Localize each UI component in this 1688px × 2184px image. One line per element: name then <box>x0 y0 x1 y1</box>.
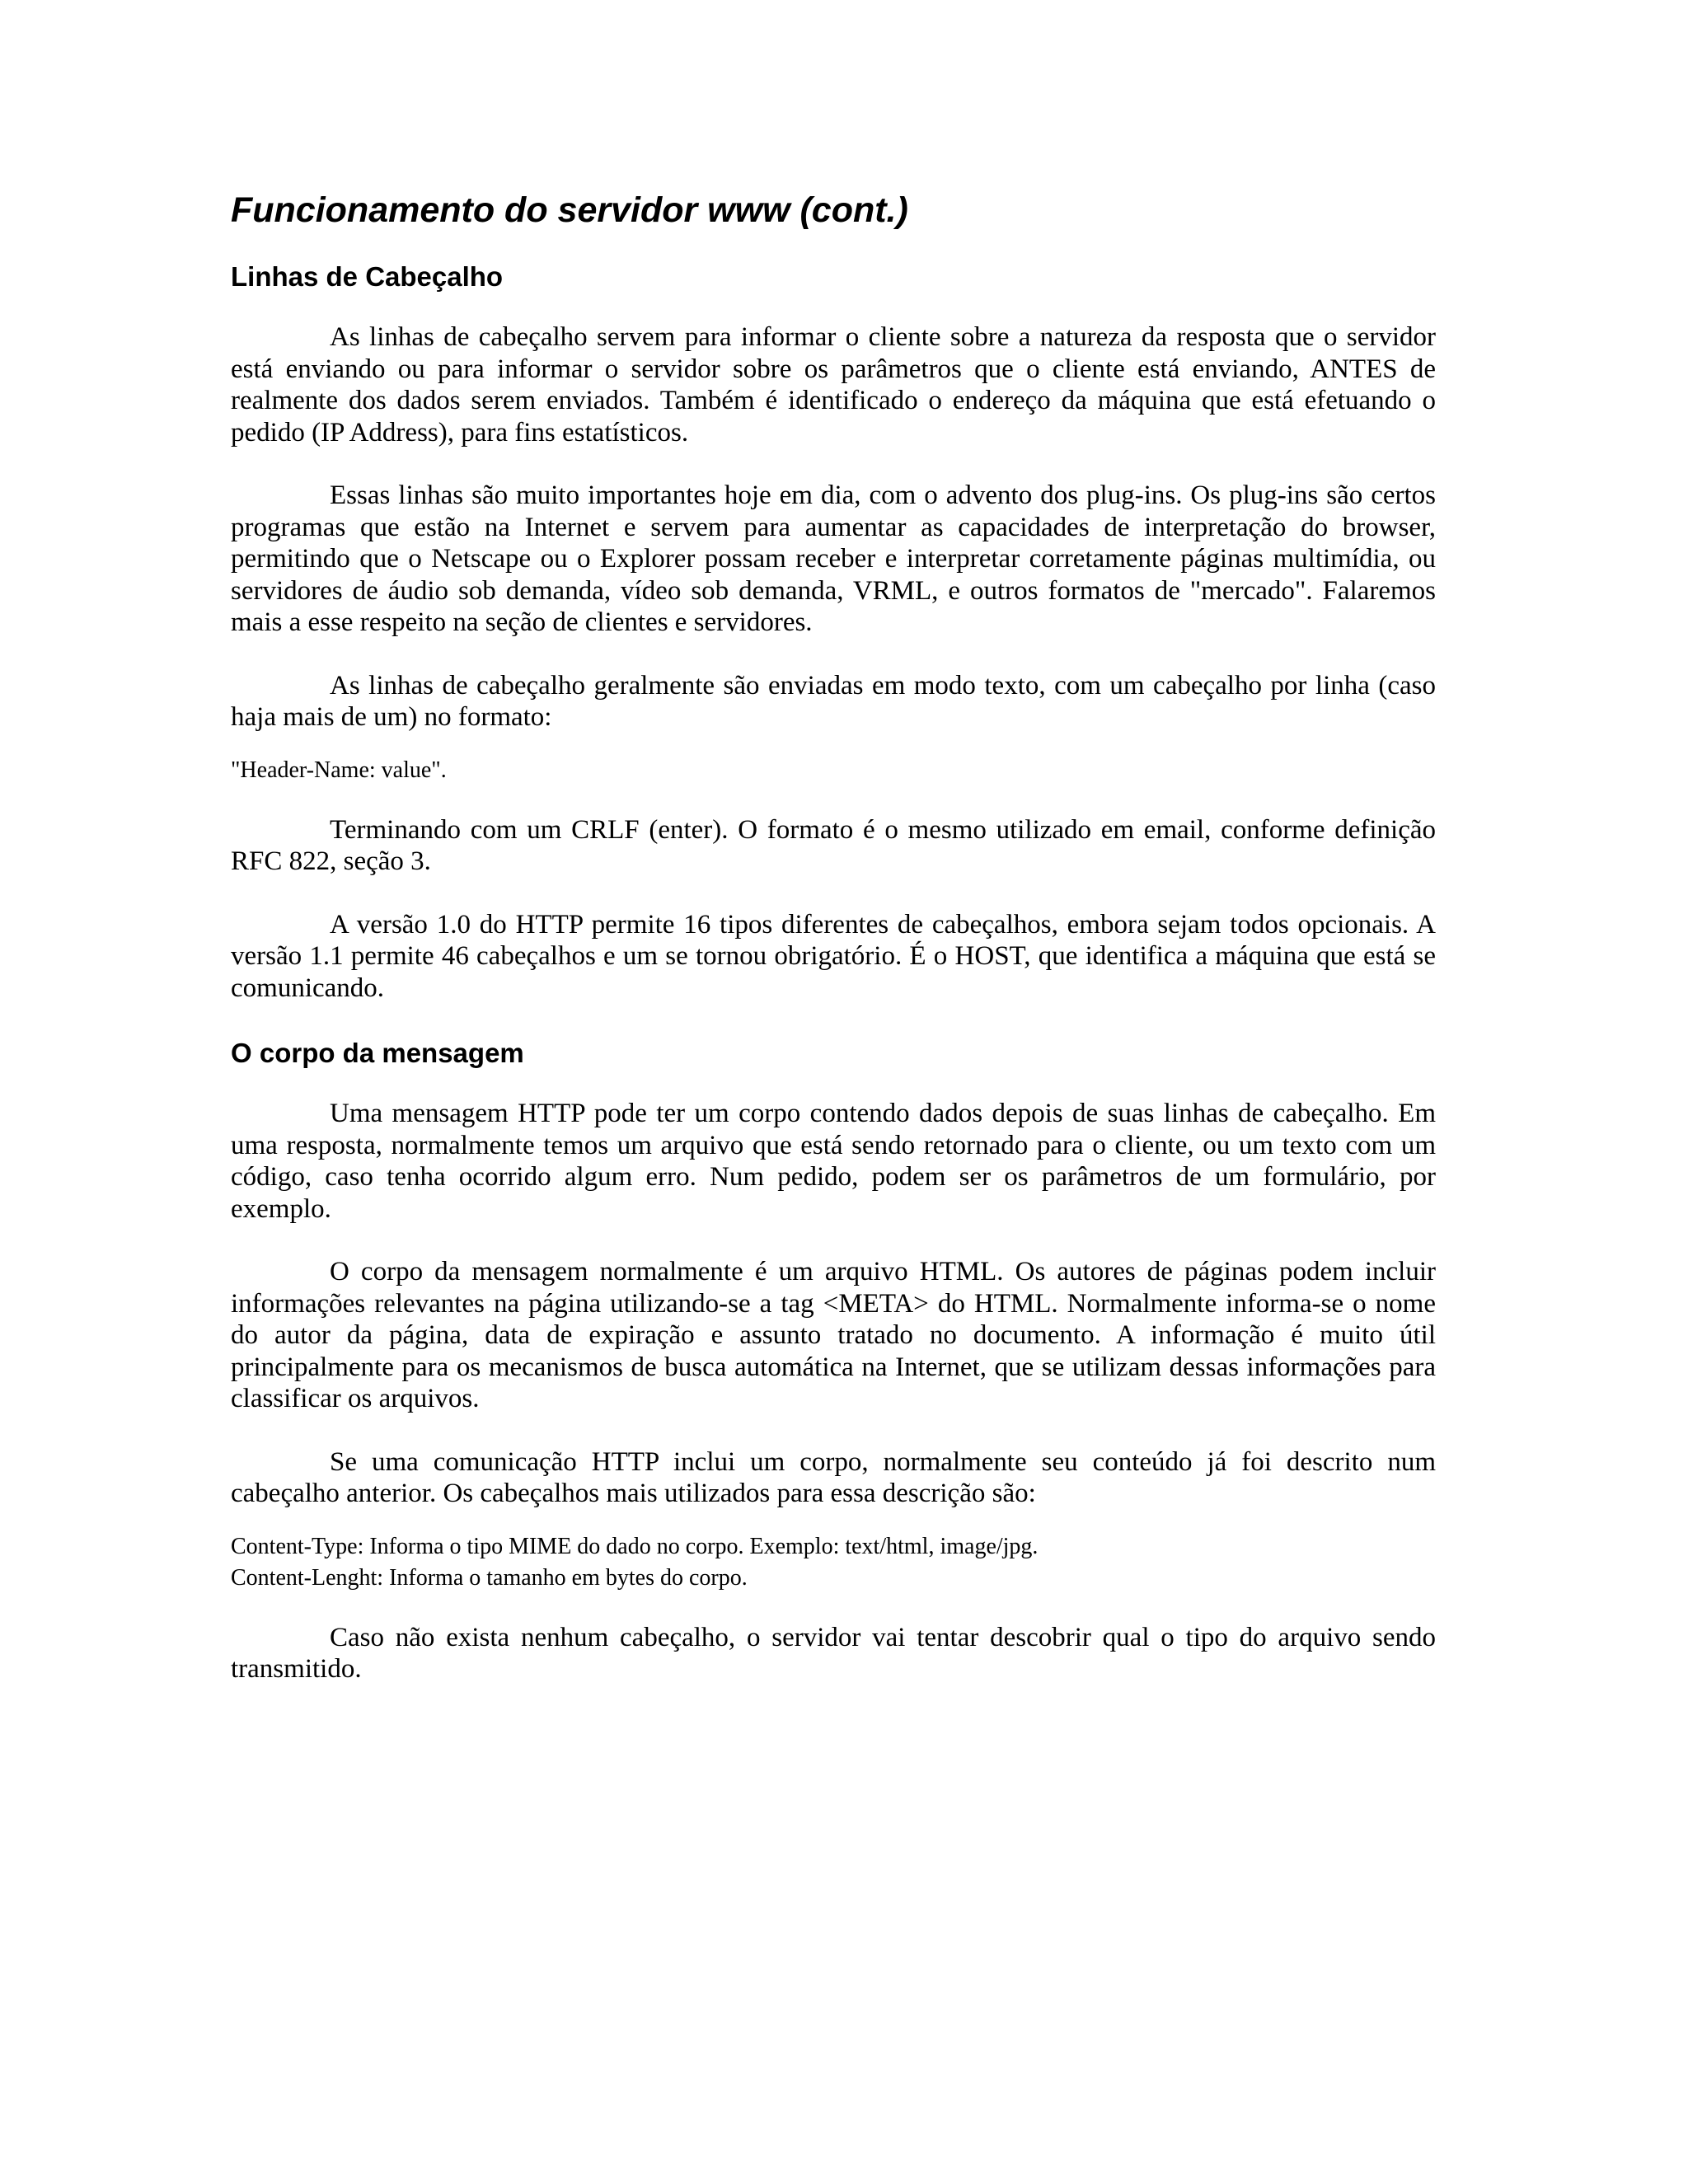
paragraph: Essas linhas são muito importantes hoje em dia, com o advento dos plug-ins. Os plug-ins são certos programas que estão na Internet e servem para aumentar as capacidades de interpretação do browser, permitindo que o Netscape ou o Explorer possam receber e interpretar corretamente páginas multimídia, ou servidores de áudio sob demanda, vídeo sob demanda, VRML, e outros formatos de "mercado". Falaremos mais a esse respeito na seção de clientes e servidores. <box>231 480 1436 637</box>
paragraph: O corpo da mensagem normalmente é um arquivo HTML. Os autores de páginas podem incluir informações relevantes na página utilizando-se a tag <META> do HTML. Normalmente informa-se o nome do autor da página, data de expiração e assunto tratado no documento. A informação é muito útil principalmente para os mecanismos de busca automática na Internet, que se utilizam dessas informações para classificar os arquivos. <box>231 1257 1436 1413</box>
format-example-block <box>231 755 1436 786</box>
header-example-line: Content-Lenght: Informa o tamanho em bytes do corpo. <box>231 1564 748 1591</box>
format-example: "Header-Name: value". <box>231 757 447 783</box>
section-heading: Linhas de Cabeçalho <box>231 261 504 292</box>
paragraph: Se uma comunicação HTTP inclui um corpo, normalmente seu conteúdo já foi descrito num cabeçalho anterior. Os cabeçalhos mais utilizados para essa descrição são: <box>231 1446 1436 1508</box>
section-heading: O corpo da mensagem <box>231 1038 524 1068</box>
header-example-line: Content-Type: Informa o tipo MIME do dado no corpo. Exemplo: text/html, image/jpg. <box>231 1533 1039 1559</box>
paragraph: A versão 1.0 do HTTP permite 16 tipos diferentes de cabeçalhos, embora sejam todos opcionais. A versão 1.1 permite 46 cabeçalhos e um se tornou obrigatório. É o HOST, que identifica a máquina que está se comunicando. <box>231 909 1436 1003</box>
page-title: Funcionamento do servidor www (cont.) <box>231 190 908 230</box>
paragraph: As linhas de cabeçalho servem para informar o cliente sobre a natureza da resposta que o servidor está enviando ou para informar o servidor sobre os parâmetros que o cliente está enviando, ANTES de realmente dos dados serem enviados. Também é identificado o endereço da máquina que está efetuando o pedido (IP Address), para fins estatísticos. <box>231 322 1436 448</box>
section-message-body <box>231 1037 1436 1685</box>
paragraph: Caso não exista nenhum cabeçalho, o servidor vai tentar descobrir qual o tipo do arquivo sendo transmitido. <box>231 1622 1436 1684</box>
paragraph: As linhas de cabeçalho geralmente são enviadas em modo texto, com um cabeçalho por linha (caso haja mais de um) no formato: <box>231 670 1436 732</box>
paragraph: Terminando com um CRLF (enter). O formato é o mesmo utilizado em email, conforme definição RFC 822, seção 3. <box>231 814 1436 876</box>
document-page <box>231 188 1436 1717</box>
section-header-lines <box>231 260 1436 1004</box>
paragraph: Uma mensagem HTTP pode ter um corpo contendo dados depois de suas linhas de cabeçalho. Em uma resposta, normalmente temos um arquivo que está sendo retornado para o cliente, ou um texto com um código, caso tenha ocorrido algum erro. Num pedido, podem ser os parâmetros de um formulário, por exemplo. <box>231 1099 1436 1224</box>
header-examples-block <box>231 1531 1436 1594</box>
